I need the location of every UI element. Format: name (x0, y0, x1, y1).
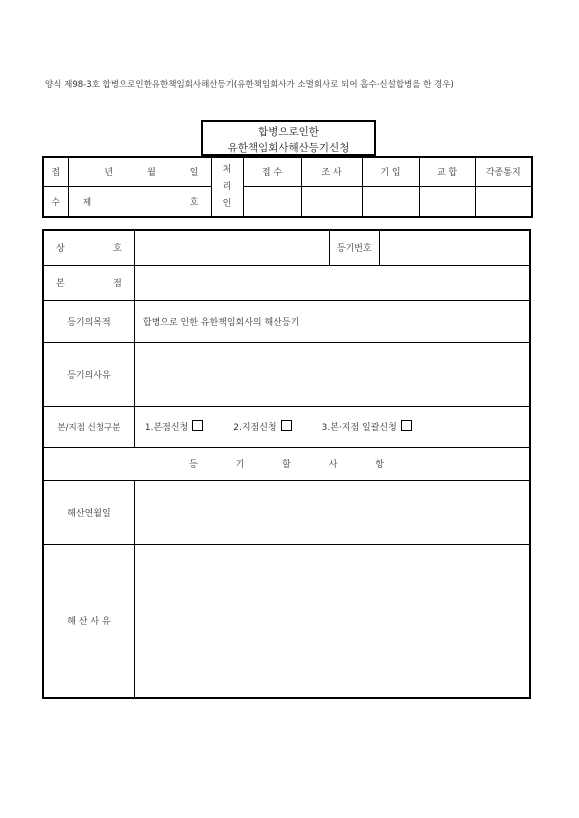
head-office-char-2: 점 (113, 279, 122, 289)
processing-label (211, 157, 243, 217)
processing-char-1: 처 (222, 164, 232, 175)
reg-number-field[interactable] (379, 230, 530, 265)
option-head-office-label: 1.본점신청 (144, 423, 189, 433)
dissolution-reason-label: 해 산 사 유 (43, 544, 134, 698)
form-caption: 양식 제98-3호 합병으로인한유한책임회사해산등기(유한책임회사가 소멸회사로 되어 흡수·신설합병을 한 경우) (45, 80, 454, 90)
form-title-line2: 유한책임회사해산등기신청 (227, 142, 350, 154)
receipt-stamp-cell[interactable] (243, 186, 301, 217)
no-suffix: 호 (189, 197, 199, 208)
branch-type-options (134, 406, 530, 447)
col-receipt: 접 수 (243, 157, 301, 186)
col-examination: 조 사 (301, 157, 362, 186)
dissolution-reason-field[interactable] (134, 544, 530, 698)
reception-date[interactable] (68, 157, 211, 186)
month-label: 월 (147, 168, 156, 179)
checkbox-icon[interactable] (281, 420, 292, 431)
branch-type-label: 본/지점 신청구분 (43, 406, 134, 447)
form-title (201, 120, 376, 156)
purpose-value: 합병으로 인한 유한책임회사의 해산등기 (134, 300, 530, 342)
day-label: 일 (189, 168, 199, 179)
matters-char-2: 기 (235, 460, 245, 470)
trade-name-char-1: 상 (56, 244, 65, 255)
reception-label-bottom: 수 (43, 186, 68, 217)
head-office-label (43, 265, 134, 300)
head-office-field[interactable] (134, 265, 530, 300)
cause-label: 등기의사유 (43, 342, 134, 406)
collation-stamp-cell[interactable] (419, 186, 475, 217)
examination-stamp-cell[interactable] (301, 186, 362, 217)
checkbox-icon[interactable] (401, 420, 412, 431)
option-head-office[interactable] (145, 420, 203, 433)
entry-stamp-cell[interactable] (362, 186, 419, 217)
matters-char-1: 등 (189, 460, 198, 470)
matters-char-3: 할 (282, 460, 291, 470)
purpose-label: 등기의목적 (43, 300, 134, 342)
head-office-char-1: 본 (56, 279, 65, 289)
checkbox-icon[interactable] (192, 420, 203, 431)
col-collation: 교 합 (419, 157, 475, 186)
processing-char-3: 인 (222, 198, 232, 209)
form-title-line1: 합병으로인한 (258, 126, 319, 138)
reg-number-label: 등기번호 (329, 230, 379, 265)
reception-label-top: 접 (43, 157, 68, 186)
trade-name-label (43, 230, 134, 265)
notification-stamp-cell[interactable] (475, 186, 532, 217)
main-form-table (42, 229, 531, 699)
dissolution-date-field[interactable] (134, 480, 530, 544)
option-branch-label: 2.지점신청 (233, 423, 277, 433)
reception-table (42, 156, 533, 218)
option-branch[interactable] (233, 420, 291, 433)
year-label: 년 (104, 168, 114, 179)
trade-name-char-2: 호 (113, 244, 122, 255)
col-notification: 각종통지 (475, 157, 532, 186)
matters-header (43, 447, 530, 480)
no-prefix: 제 (82, 197, 92, 208)
trade-name-field[interactable] (134, 230, 329, 265)
reception-number[interactable] (68, 186, 211, 217)
cause-field[interactable] (134, 342, 530, 406)
processing-char-2: 리 (222, 181, 232, 192)
option-both[interactable] (322, 420, 412, 433)
matters-char-5: 항 (375, 460, 384, 470)
dissolution-date-label: 해산연월일 (43, 480, 134, 544)
matters-char-4: 사 (328, 460, 338, 470)
option-both-label: 3.본·지점 일괄신청 (321, 423, 397, 433)
col-entry: 기 입 (362, 157, 419, 186)
